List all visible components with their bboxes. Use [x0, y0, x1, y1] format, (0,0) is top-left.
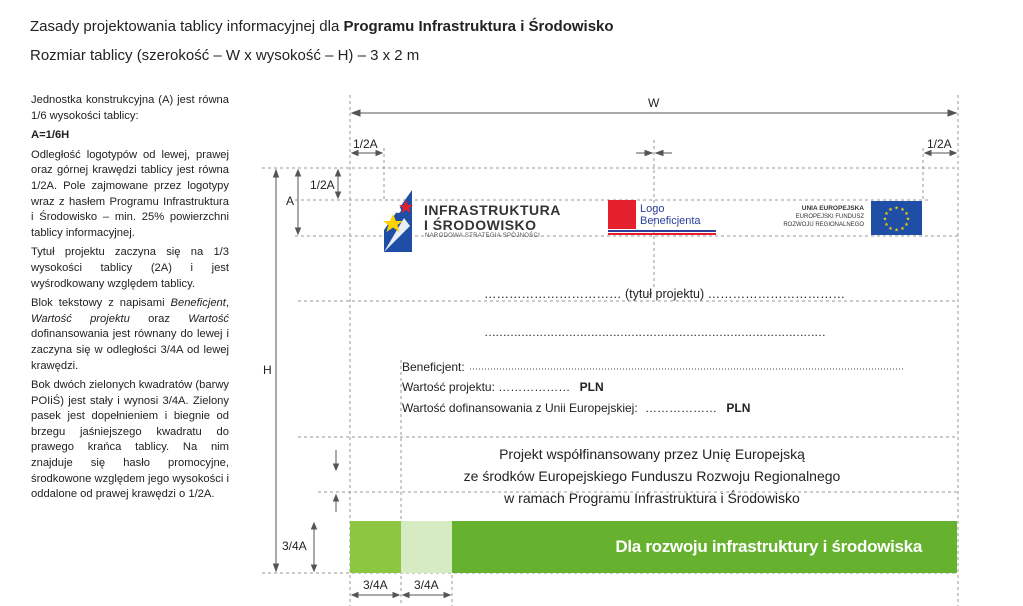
title-program-name: Programu Infrastruktura i Środowisko	[343, 18, 614, 35]
svg-text:★: ★	[894, 227, 899, 234]
promo-line-3: w ramach Programu Infrastruktura i Środowisko	[504, 490, 800, 506]
svg-text:★: ★	[884, 211, 889, 217]
project-title-placeholder: …………………………… (tytuł projektu) ……………………………	[484, 287, 846, 301]
program-logo-line2: I ŚRODOWISKO	[424, 217, 537, 233]
w-arrow-left	[352, 110, 360, 116]
svg-text:★: ★	[884, 222, 889, 228]
desc-text: ,	[225, 297, 229, 310]
eu-stars-icon	[871, 201, 922, 235]
beneficiary-logo-line1: Logo	[640, 203, 665, 215]
svg-text:★: ★	[888, 226, 893, 232]
cofinancing-currency: PLN	[726, 401, 751, 415]
svg-text:★: ★	[882, 216, 888, 223]
label-a: A	[286, 194, 295, 208]
eu-flag-icon	[871, 201, 922, 235]
description-title: Tytuł projektu zaczyna się na 1/3 wysokości tablicy (2A) i jest wyśrodkowany względem tablicy.	[31, 246, 229, 290]
cofinancing-label: Wartość dofinansowania z Unii Europejskiej:	[402, 401, 638, 415]
green-square-light	[401, 521, 452, 573]
svg-text:★: ★	[894, 205, 899, 212]
beneficiary-logo-rule-blue	[608, 230, 716, 232]
project-value-dots: ………………	[498, 380, 571, 394]
desc-text: Blok tekstowy z napisami	[31, 297, 171, 310]
svg-text:★: ★	[900, 226, 905, 232]
description-unit: Jednostka konstrukcyjna (A) jest równa 1/6 wysokości tablicy:	[31, 94, 229, 122]
promo-line-1: Projekt współfinansowany przez Unię Europejską	[499, 446, 805, 462]
label-three-quarter-a-bottom-2: 3/4A	[414, 578, 439, 592]
svg-text:★: ★	[900, 207, 905, 213]
svg-text:★: ★	[904, 211, 909, 217]
label-h: H	[263, 363, 272, 377]
project-value-row	[402, 380, 604, 394]
description-logos: Odległość logotypów od lewej, prawej oraz górnej krawędzi tablicy jest równa 1/2A. Pole zajmowane przez logotypy wraz z hasłem Programu Infrastruktura i Środowisko – min. 25% powierzchni tablicy informacyjnej.	[31, 148, 229, 239]
eu-logo-line2: EUROPEJSKI FUNDUSZ	[795, 214, 864, 220]
beneficiary-logo-text	[640, 203, 701, 227]
label-half-a-right: 1/2A	[927, 137, 952, 151]
desc-italic-wartosc-projektu: Wartość projektu	[31, 312, 130, 325]
desc-text: dofinansowania jest równany do lewej i zaczyna się w odległości 3/4A od lewej krawędzi.	[31, 328, 229, 372]
label-three-quarter-a-vertical: 3/4A	[282, 539, 307, 553]
project-dotted-line: …………………………………………………………………………………	[484, 325, 825, 339]
label-w: W	[648, 96, 660, 110]
svg-text:★: ★	[905, 216, 911, 223]
label-half-a-left: 1/2A	[353, 137, 378, 151]
project-value-currency: PLN	[579, 380, 604, 394]
label-half-a-top: 1/2A	[310, 178, 335, 192]
page-subtitle: Rozmiar tablicy (szerokość – W x wysokość – H) – 3 x 2 m	[30, 47, 420, 64]
description-formula: A=1/6H	[31, 129, 70, 142]
green-square-dark	[350, 521, 401, 573]
svg-text:★: ★	[888, 207, 893, 213]
promo-slogan: Dla rozwoju infrastruktury i środowiska	[615, 537, 922, 556]
promo-text	[412, 443, 892, 509]
eu-logo-text	[748, 205, 864, 229]
program-logo-subtitle: NARODOWA STRATEGIA SPÓJNOŚCI	[425, 233, 541, 239]
promo-line-2: ze środków Europejskiego Funduszu Rozwoju Regionalnego	[463, 468, 841, 484]
beneficiary-logo-rule-red	[608, 233, 716, 235]
cofinancing-row	[402, 401, 750, 415]
cofinancing-dots: ………………	[645, 401, 718, 415]
desc-italic-beneficjent: Beneficjent	[170, 297, 226, 310]
program-logo-text	[424, 203, 561, 233]
svg-text:★: ★	[904, 222, 909, 228]
label-three-quarter-a-bottom-1: 3/4A	[363, 578, 388, 592]
program-logo-line1: INFRASTRUKTURA	[424, 202, 561, 218]
eu-logo-line3: ROZWOJU REGIONALNEGO	[783, 222, 864, 228]
w-arrow-right	[948, 110, 956, 116]
project-value-label: Wartość projektu:	[402, 380, 495, 394]
desc-text: oraz	[129, 312, 189, 325]
title-prefix: Zasady projektowania tablicy informacyjnej dla	[30, 18, 344, 35]
desc-italic-wartosc: Wartość	[188, 312, 230, 325]
eu-logo-title: UNIA EUROPEJSKA	[801, 205, 864, 212]
beneficiary-logo-square	[608, 200, 636, 229]
infrastruktura-logo-icon	[382, 190, 422, 252]
beneficiary-label: Beneficjent:	[402, 360, 465, 374]
beneficiary-logo-line2: Beneficjenta	[640, 215, 701, 227]
description-squares: Bok dwóch zielonych kwadratów (barwy POIiŚ) jest stały i wynosi 3/4A. Zielony pasek jest dopełnieniem i biegnie od brzegu jaśniejszego kwadratu do prawego krańca tablicy. Na nim znajduje się hasło promocyjne, środkowone względem jego wysokości i oddalone od prawej krawędzi o 1/2A.	[31, 379, 229, 501]
